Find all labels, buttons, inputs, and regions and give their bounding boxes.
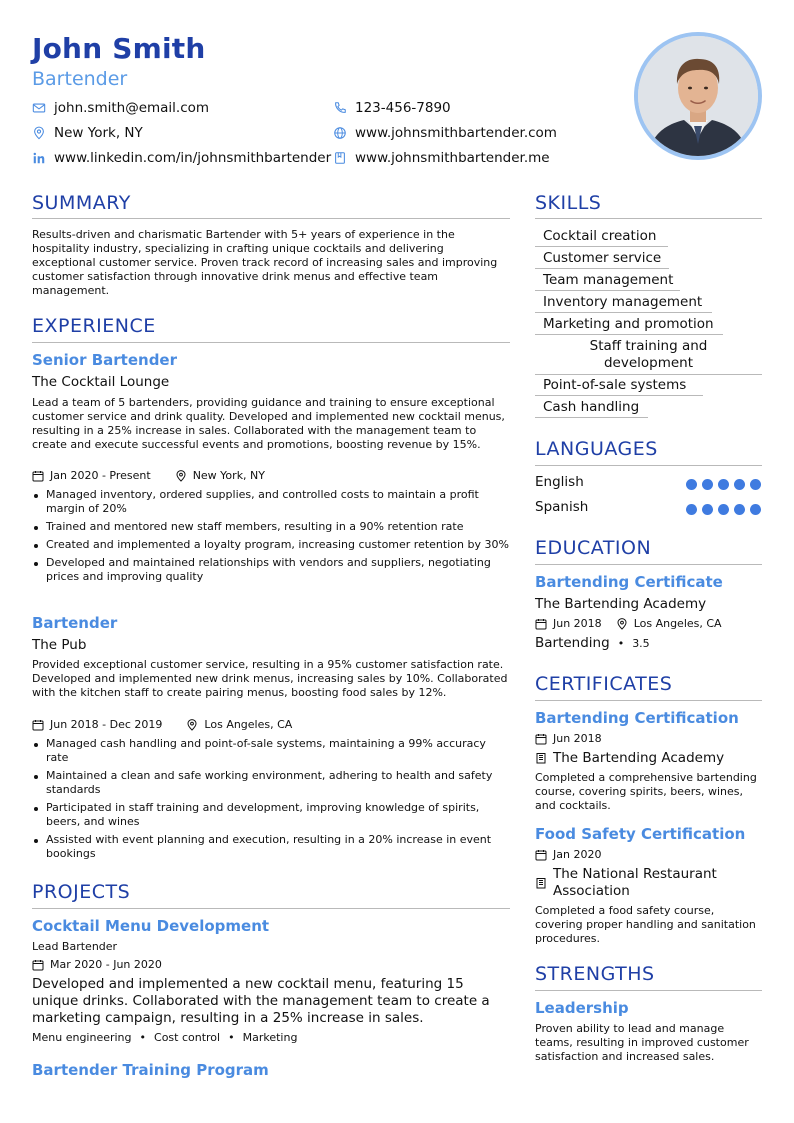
- list-item: Developed and maintained relationships with vendors and suppliers, negotiating prices and improving quality: [32, 556, 510, 584]
- linkedin-text: www.linkedin.com/in/johnsmithbartender: [54, 150, 332, 166]
- certificate-title: Food Safety Certification: [535, 825, 746, 843]
- skill-tag: Staff training and development: [535, 336, 762, 375]
- job-description: Lead a team of 5 bartenders, providing guidance and training to ensure exceptional customer service and drink quality. Developed and implemented new cocktail menus, resulting in a 25% increase in sales. Collaborated with the management team to create and execute successful events and promotions, boosting revenue by 15%.: [32, 396, 505, 451]
- level-dot: [686, 479, 697, 490]
- contact-website[interactable]: [333, 125, 557, 141]
- candidate-role: Bartender: [32, 68, 128, 90]
- certificate-description: Completed a food safety course, covering proper handling and sanitation procedures.: [535, 904, 756, 945]
- bookmark-icon: [333, 151, 347, 165]
- certificate-description: Completed a comprehensive bartending course, covering spirits, beers, wines, and cocktails.: [535, 771, 757, 812]
- project-tags: Menu engineering • Cost control • Marketing: [32, 1031, 298, 1044]
- education-location: Los Angeles, CA: [633, 617, 722, 630]
- certificate-issuer: The Bartending Academy: [553, 750, 725, 766]
- education-gpa: 3.5: [632, 636, 650, 650]
- list-item: Participated in staff training and development, improving knowledge of spirits, beers, and wines: [32, 801, 510, 829]
- map-pin-icon: [186, 719, 198, 731]
- experience-divider: [32, 342, 510, 343]
- linkedin-icon: [32, 151, 46, 165]
- language-level-dots: [681, 504, 761, 515]
- level-dot: [750, 504, 761, 515]
- mail-icon: [32, 101, 46, 115]
- list-item: Created and implemented a loyalty program, increasing customer retention by 30%: [32, 538, 510, 552]
- email-text: john.smith@email.com: [54, 100, 210, 116]
- project-role: Lead Bartender: [32, 940, 118, 953]
- certificate-meta: [535, 732, 602, 745]
- location-text: New York, NY: [54, 125, 143, 141]
- level-dot: [750, 479, 761, 490]
- strength-title: Leadership: [535, 999, 629, 1017]
- map-pin-icon: [32, 126, 46, 140]
- calendar-icon: [535, 618, 547, 630]
- projects-divider: [32, 908, 510, 909]
- list-item: Assisted with event planning and execution, resulting in a 20% increase in event bookings: [32, 833, 510, 861]
- job-location: Los Angeles, CA: [204, 718, 293, 731]
- projects-heading: PROJECTS: [32, 881, 131, 903]
- project-tag: Marketing: [242, 1031, 298, 1044]
- skill-tag: Point-of-sale systems: [535, 375, 703, 396]
- summary-text: Results-driven and charismatic Bartender with 5+ years of experience in the hospitality industry, specializing in crafting unique cocktails and delivering exceptional customer service. Proven track record of increasing sales and improving customer satisfaction through innovative drink menus and effective team management.: [32, 228, 498, 297]
- job-company: The Cocktail Lounge: [32, 374, 170, 390]
- certificates-divider: [535, 700, 762, 701]
- project-tag: Menu engineering: [32, 1031, 132, 1044]
- education-date: Jun 2018: [553, 617, 602, 630]
- job-bullets: [32, 488, 510, 588]
- contact-portfolio[interactable]: [333, 150, 550, 166]
- job-company: The Pub: [32, 637, 87, 653]
- phone-text: 123-456-7890: [355, 100, 451, 116]
- map-pin-icon: [175, 470, 187, 482]
- certificate-issuer-row: [535, 750, 724, 766]
- certificate-issuer: The National Restaurant Association: [553, 866, 717, 899]
- building-icon: [535, 877, 547, 889]
- summary-heading: SUMMARY: [32, 192, 131, 214]
- level-dot: [686, 504, 697, 515]
- list-item: Maintained a clean and safe working environment, adhering to health and safety standards: [32, 769, 510, 797]
- calendar-icon: [32, 470, 44, 482]
- phone-icon: [333, 101, 347, 115]
- education-divider: [535, 564, 762, 565]
- project-description: Developed and implemented a new cocktail menu, featuring 15 unique drinks. Collaborated with the management team to create a marketing campaign, resulting in a 25% increase in sales.: [32, 976, 490, 1026]
- map-pin-icon: [616, 618, 628, 630]
- certificate-date: Jan 2020: [553, 848, 602, 861]
- globe-icon: [333, 126, 347, 140]
- education-heading: EDUCATION: [535, 537, 652, 559]
- portfolio-text: www.johnsmithbartender.me: [355, 150, 550, 166]
- project-meta: [32, 958, 162, 971]
- language-name: English: [535, 474, 584, 490]
- strengths-divider: [535, 990, 762, 991]
- education-field: Bartending: [535, 635, 610, 651]
- skill-tag: Inventory management: [535, 292, 712, 313]
- education-field-row: Bartending • 3.5: [535, 635, 650, 651]
- skill-tag: Cocktail creation: [535, 226, 668, 247]
- experience-heading: EXPERIENCE: [32, 315, 156, 337]
- calendar-icon: [535, 733, 547, 745]
- level-dot: [734, 479, 745, 490]
- certificate-issuer-row: [535, 866, 757, 900]
- languages-divider: [535, 465, 762, 466]
- job-title: Bartender: [32, 614, 118, 632]
- languages-heading: LANGUAGES: [535, 438, 658, 460]
- list-item: Managed cash handling and point-of-sale systems, maintaining a 99% accuracy rate: [32, 737, 510, 765]
- calendar-icon: [32, 959, 44, 971]
- skill-tag: Cash handling: [535, 397, 648, 418]
- skills-divider: [535, 218, 762, 219]
- skill-tag: Team management: [535, 270, 680, 291]
- certificate-meta: [535, 848, 601, 861]
- project-title: Cocktail Menu Development: [32, 917, 270, 935]
- education-title: Bartending Certificate: [535, 573, 723, 591]
- level-dot: [718, 504, 729, 515]
- project-dates: Mar 2020 - Jun 2020: [50, 958, 162, 971]
- certificate-title: Bartending Certification: [535, 709, 739, 727]
- list-item: Trained and mentored new staff members, resulting in a 90% retention rate: [32, 520, 510, 534]
- job-bullets: [32, 737, 510, 865]
- profile-photo: [634, 32, 762, 160]
- list-item: Managed inventory, ordered supplies, and controlled costs to maintain a profit margin of 20%: [32, 488, 510, 516]
- job-dates: Jun 2018 - Dec 2019: [50, 718, 163, 731]
- strength-description: Proven ability to lead and manage teams, resulting in improved customer satisfaction and increased sales.: [535, 1022, 749, 1063]
- strengths-heading: STRENGTHS: [535, 963, 655, 985]
- job-location: New York, NY: [192, 469, 265, 482]
- contact-email[interactable]: [32, 100, 209, 116]
- contact-location: [32, 125, 143, 141]
- certificate-date: Jun 2018: [553, 732, 602, 745]
- education-meta: [535, 617, 722, 630]
- certificates-heading: CERTIFICATES: [535, 673, 673, 695]
- skill-tag: Marketing and promotion: [535, 314, 723, 335]
- skills-heading: SKILLS: [535, 192, 602, 214]
- job-dates: Jan 2020 - Present: [50, 469, 151, 482]
- job-description: Provided exceptional customer service, resulting in a 95% customer satisfaction rate. Developed and implemented new drink menus, increasing sales by 10%. Collaborated with the kitchen staff to create pairing menus, boosting food sales by 12%.: [32, 658, 508, 699]
- skill-tag: Customer service: [535, 248, 669, 269]
- education-school: The Bartending Academy: [535, 596, 707, 612]
- project-title: Bartender Training Program: [32, 1061, 269, 1079]
- job-meta: [32, 469, 265, 482]
- level-dot: [702, 504, 713, 515]
- level-dot: [718, 479, 729, 490]
- level-dot: [734, 504, 745, 515]
- contact-phone[interactable]: [333, 100, 451, 116]
- project-tag: Cost control: [154, 1031, 221, 1044]
- candidate-name: John Smith: [32, 32, 206, 65]
- summary-divider: [32, 218, 510, 219]
- language-level-dots: [681, 479, 761, 490]
- calendar-icon: [32, 719, 44, 731]
- calendar-icon: [535, 849, 547, 861]
- website-text: www.johnsmithbartender.com: [355, 125, 557, 141]
- language-name: Spanish: [535, 499, 589, 515]
- building-icon: [535, 752, 547, 764]
- contact-linkedin[interactable]: [32, 150, 331, 166]
- job-title: Senior Bartender: [32, 351, 178, 369]
- level-dot: [702, 479, 713, 490]
- job-meta: [32, 718, 292, 731]
